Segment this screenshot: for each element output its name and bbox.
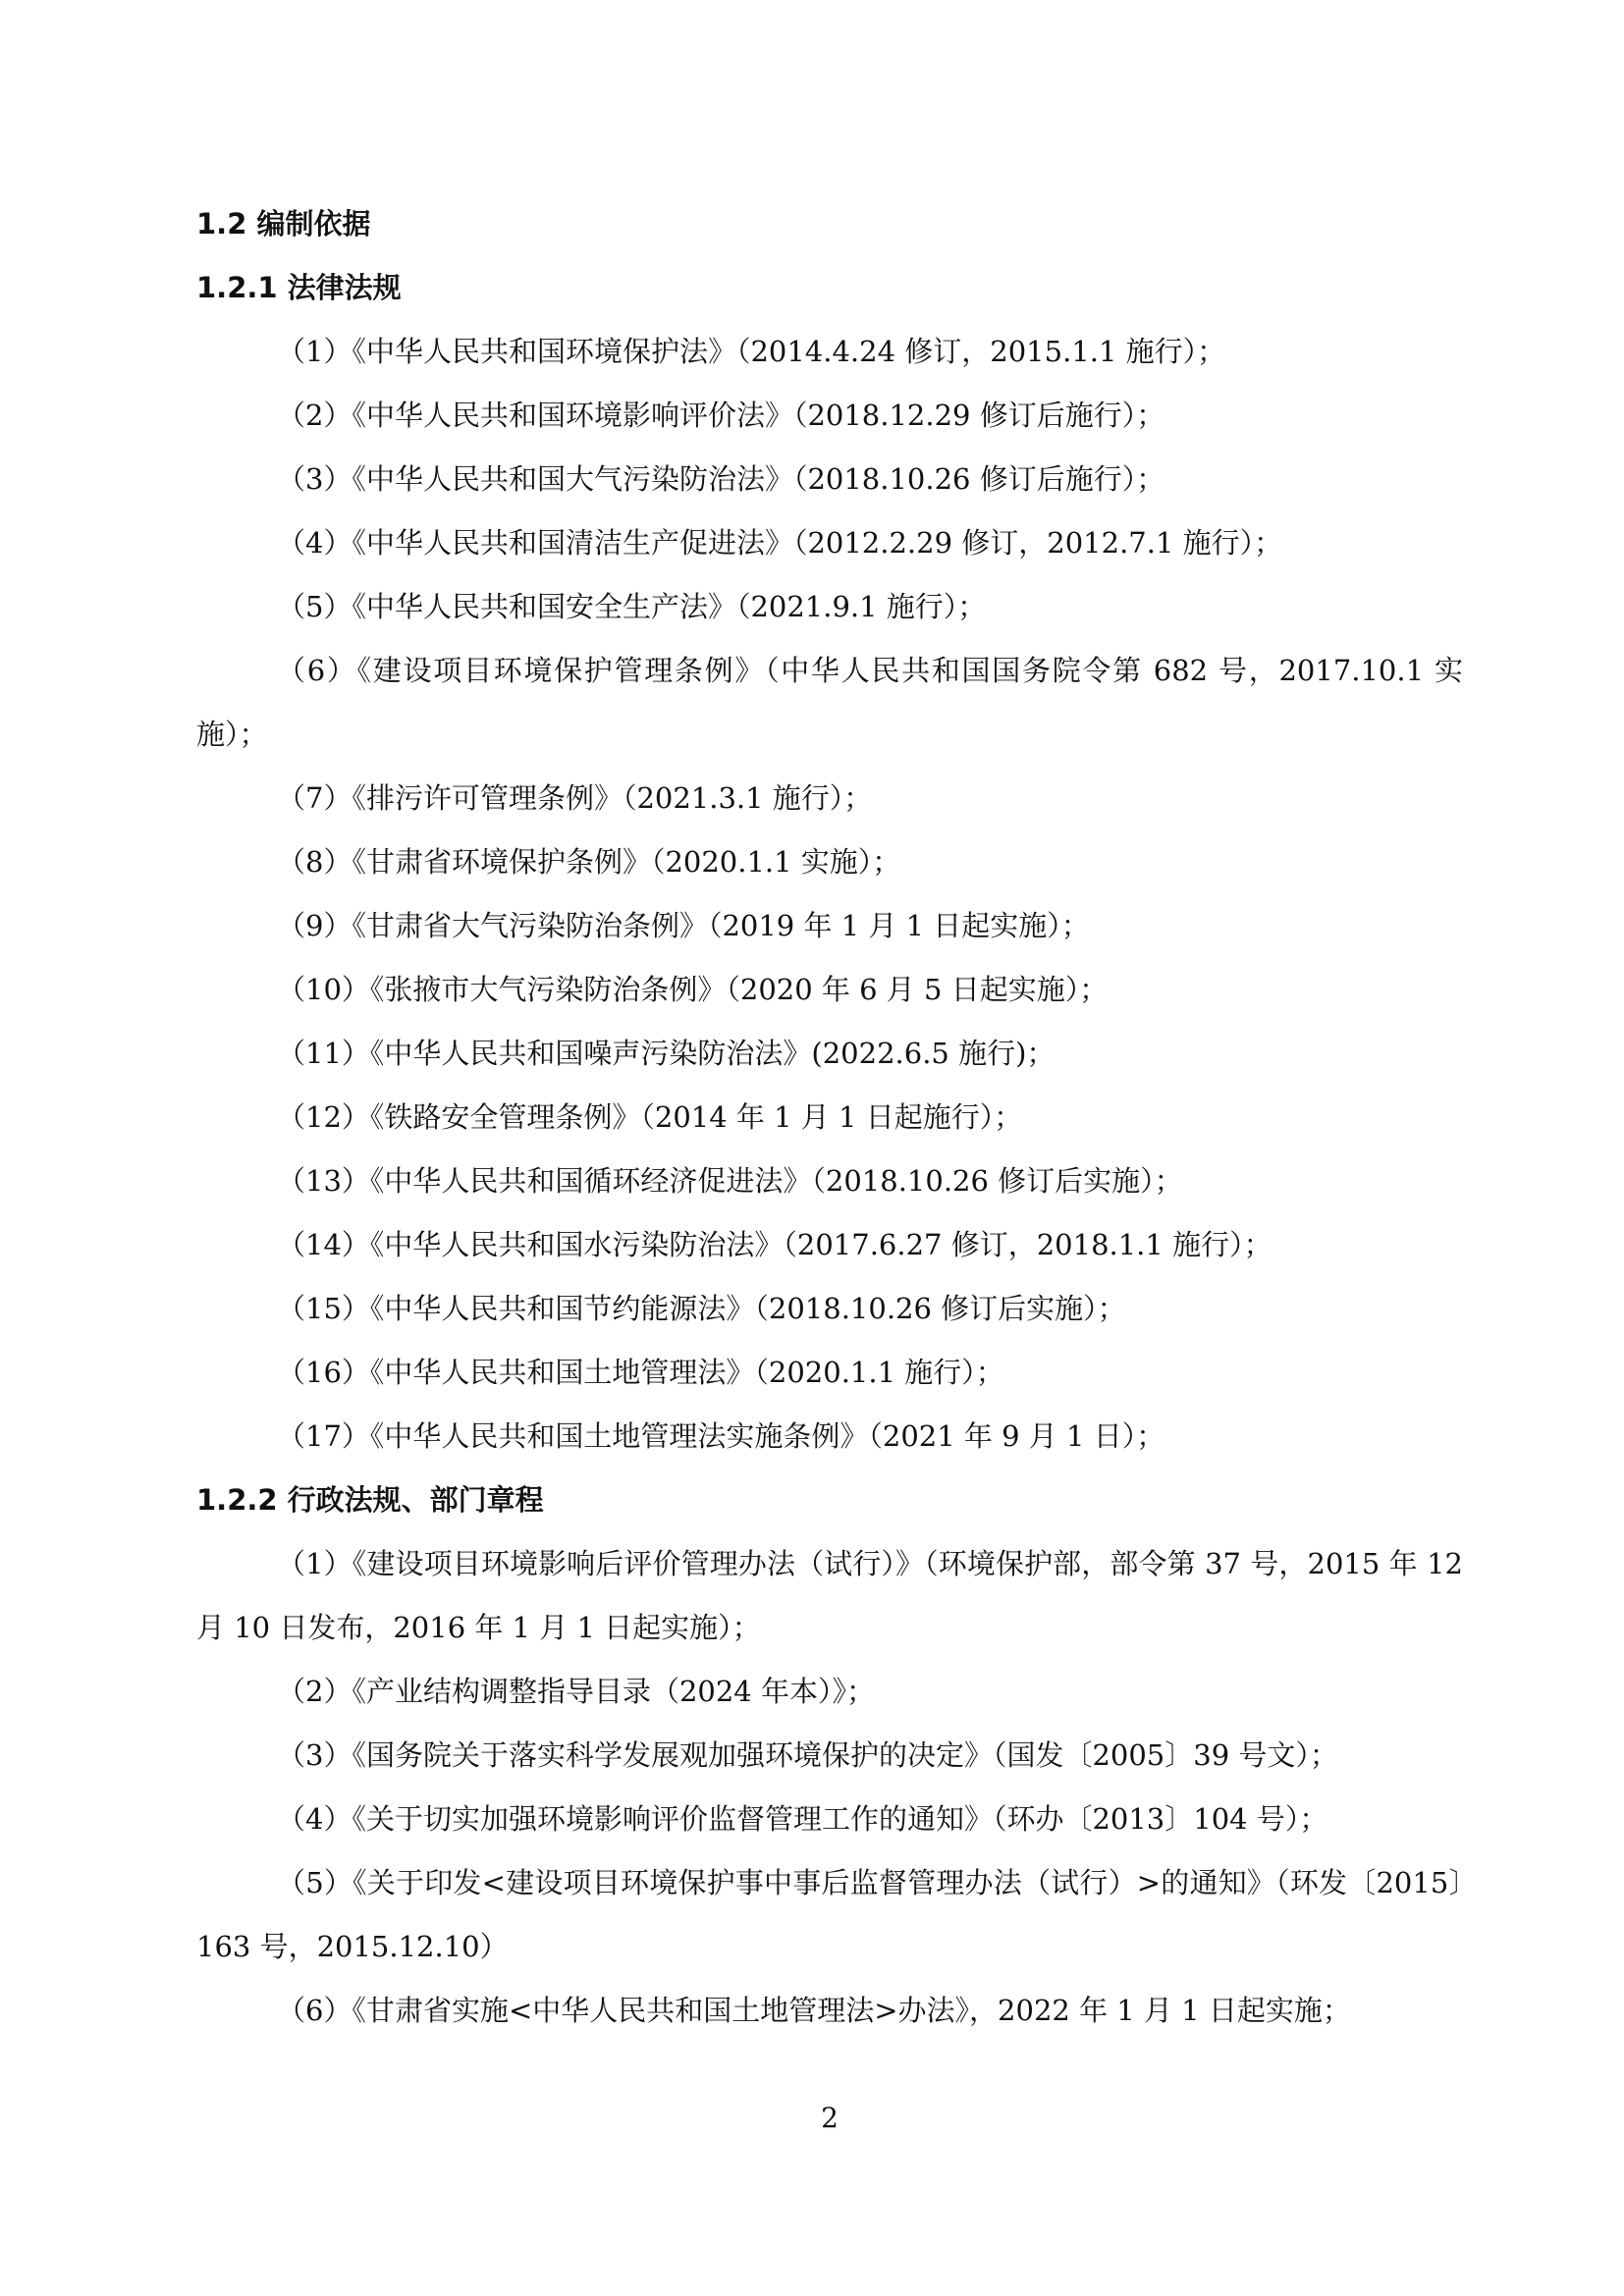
list-item: （1）《建设项目环境影响后评价管理办法（试行）》（环境保护部，部令第 37 号，2015 年 12 月 10 日发布，2016 年 1 月 1 日起实施）；: [196, 1547, 1463, 1644]
list-item: （3）《国务院关于落实科学发展观加强环境保护的决定》（国发〔2005〕39 号文）；: [277, 1738, 1338, 1772]
list-item: （15）《中华人民共和国节约能源法》（2018.10.26 修订后实施）；: [277, 1292, 1126, 1325]
document-body: [196, 192, 1463, 2043]
list-item: （10）《张掖市大气污染防治条例》（2020 年 6 月 5 日起实施）；: [277, 973, 1109, 1006]
list-item: （6）《甘肃省实施<中华人民共和国土地管理法>办法》，2022 年 1 月 1 日起实施；: [277, 1994, 1351, 2027]
list-item: （2）《产业结构调整指导目录（2024 年本）》；: [277, 1675, 875, 1708]
list-item: （17）《中华人民共和国土地管理法实施条例》（2021 年 9 月 1 日）；: [277, 1419, 1165, 1453]
section-heading-compilation-basis: 1.2 编制依据: [196, 207, 371, 240]
list-item: （8）《甘肃省环境保护条例》（2020.1.1 实施）；: [277, 845, 901, 879]
list-item: （3）《中华人民共和国大气污染防治法》（2018.10.26 修订后施行）；: [277, 462, 1165, 496]
list-item: （1）《中华人民共和国环境保护法》（2014.4.24 修订，2015.1.1 施行）；: [277, 335, 1226, 368]
list-item: （4）《关于切实加强环境影响评价监督管理工作的通知》（环办〔2013〕104 号）；: [277, 1802, 1328, 1836]
list-item: （2）《中华人民共和国环境影响评价法》（2018.12.29 修订后施行）；: [277, 399, 1165, 432]
section-heading-laws-regulations: 1.2.1 法律法规: [196, 271, 402, 304]
list-item: （5）《关于印发<建设项目环境保护事中事后监督管理办法（试行）>的通知》（环发〔2015〕163 号，2015.12.10）: [196, 1866, 1463, 1963]
list-item: （13）《中华人民共和国循环经济促进法》（2018.10.26 修订后实施）；: [277, 1164, 1183, 1198]
list-item: （6）《建设项目环境保护管理条例》（中华人民共和国国务院令第 682 号，2017.10.1 实施）；: [196, 654, 1463, 751]
list-item: （16）《中华人民共和国土地管理法》（2020.1.1 施行）；: [277, 1356, 1004, 1389]
list-item: （7）《排污许可管理条例》（2021.3.1 施行）；: [277, 781, 873, 815]
list-item: （11）《中华人民共和国噪声污染防治法》(2022.6.5 施行)；: [277, 1037, 1056, 1070]
list-item: （4）《中华人民共和国清洁生产促进法》（2012.2.29 修订，2012.7.1 施行）；: [277, 526, 1283, 560]
list-item: （9）《甘肃省大气污染防治条例》（2019 年 1 月 1 日起实施）；: [277, 909, 1090, 942]
page-number: 2: [821, 2102, 839, 2134]
document-page: [196, 0, 1463, 2296]
list-item: （12）《铁路安全管理条例》（2014 年 1 月 1 日起施行）；: [277, 1100, 1023, 1134]
list-item: （5）《中华人民共和国安全生产法》（2021.9.1 施行）；: [277, 590, 987, 623]
section-heading-administrative-regulations: 1.2.2 行政法规、部门章程: [196, 1483, 544, 1517]
list-item: （14）《中华人民共和国水污染防治法》（2017.6.27 修订，2018.1.1 施行）；: [277, 1228, 1272, 1261]
